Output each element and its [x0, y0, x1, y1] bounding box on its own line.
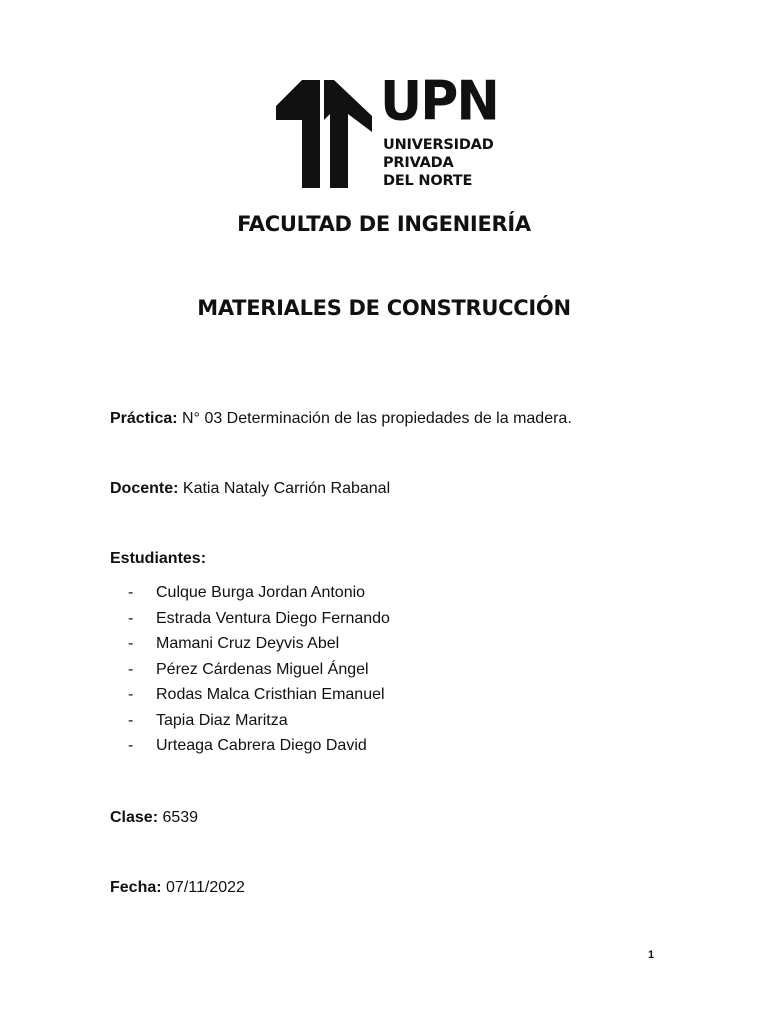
student-name: Estrada Ventura Diego Fernando [156, 609, 390, 627]
list-item [128, 685, 390, 711]
page-number: 1 [648, 949, 655, 961]
list-bullet: - [128, 635, 134, 652]
estudiantes-field [110, 549, 206, 569]
list-item [128, 736, 390, 762]
list-bullet: - [128, 660, 134, 678]
practica-label: Práctica: [110, 410, 178, 427]
course-heading: MATERIALES DE CONSTRUCCIÓN [197, 296, 571, 320]
list-bullet: - [128, 686, 134, 703]
student-name: Mamani Cruz Deyvis Abel [156, 635, 340, 652]
practica-field [110, 409, 572, 429]
logo-brand-text: UPN [380, 70, 498, 133]
upn-logo [276, 70, 498, 190]
docente-value: Katia Nataly Carrión Rabanal [178, 480, 391, 497]
practica-value: N° 03 Determinación de las propiedades de la madera. [177, 410, 572, 427]
student-name: Tapia Diaz Maritza [156, 711, 288, 729]
docente-field [110, 479, 390, 499]
list-item [128, 634, 390, 660]
clase-label: Clase: [110, 809, 159, 826]
list-item [128, 583, 390, 609]
logo-line-del-norte: DEL NORTE [383, 173, 473, 189]
student-name: Rodas Malca Cristhian Emanuel [156, 686, 385, 703]
docente-label: Docente: [110, 480, 179, 497]
clase-value: 6539 [158, 809, 199, 826]
students-list [128, 583, 390, 762]
estudiantes-label: Estudiantes: [110, 550, 207, 567]
list-bullet: - [128, 737, 134, 754]
upn-arrow-emblem-icon [276, 76, 376, 190]
clase-field [110, 808, 198, 828]
list-item [128, 711, 390, 737]
list-bullet: - [128, 584, 134, 601]
list-bullet: - [128, 711, 134, 729]
list-item [128, 660, 390, 686]
list-bullet: - [128, 609, 134, 627]
student-name: Pérez Cárdenas Miguel Ángel [156, 660, 369, 678]
fecha-field [110, 878, 245, 898]
student-name: Urteaga Cabrera Diego David [156, 737, 367, 754]
fecha-value: 07/11/2022 [161, 879, 245, 896]
faculty-heading: FACULTAD DE INGENIERÍA [237, 212, 531, 236]
fecha-label: Fecha: [110, 879, 162, 896]
student-name: Culque Burga Jordan Antonio [156, 584, 366, 601]
list-item [128, 609, 390, 635]
logo-line-privada: PRIVADA [383, 155, 454, 171]
logo-line-universidad: UNIVERSIDAD [383, 137, 494, 153]
